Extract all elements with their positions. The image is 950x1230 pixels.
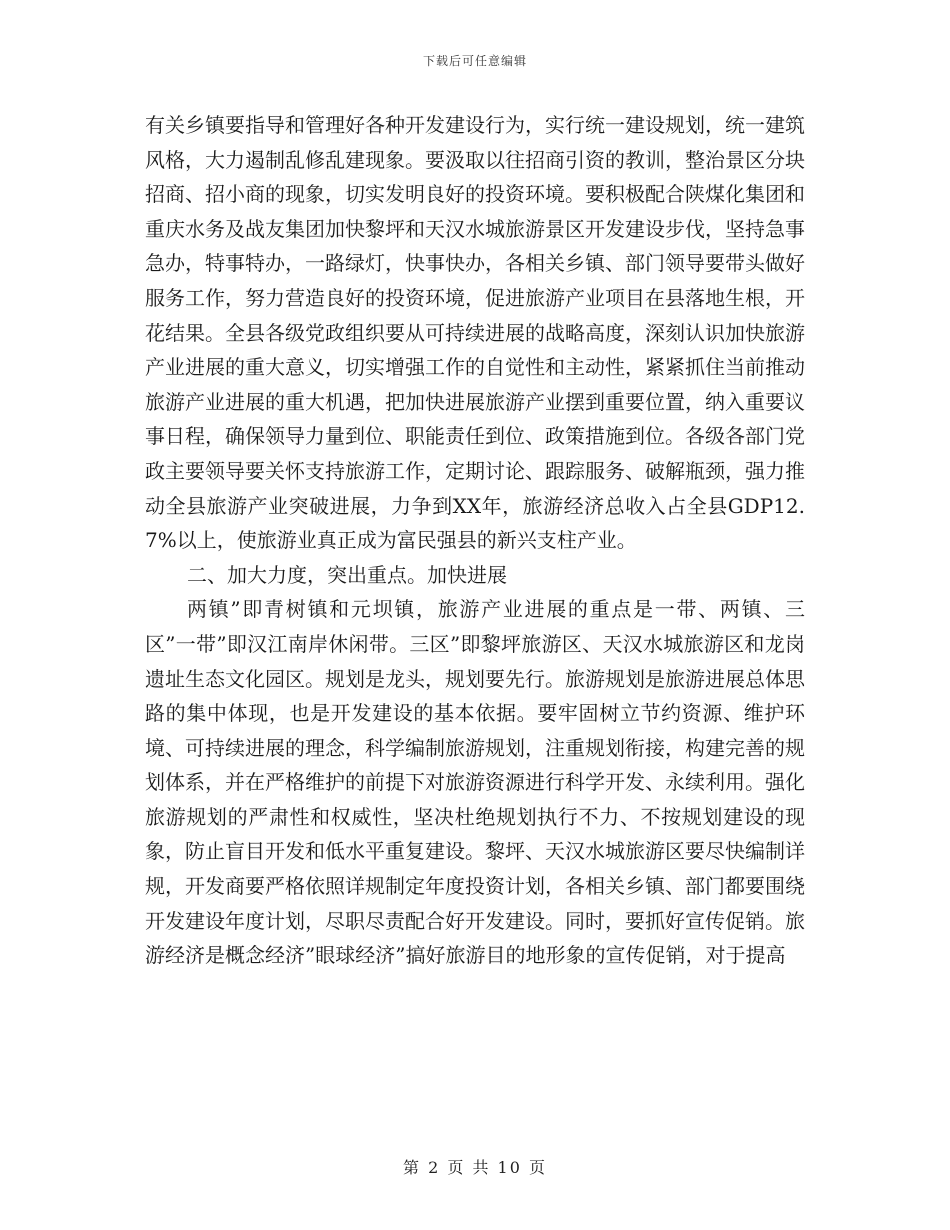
section-heading: 二、加大力度，突出重点。加快进展 — [187, 562, 507, 587]
body-paragraph-1: 有关乡镇要指导和管理好各种开发建设行为，实行统一建设规划，统一建筑风格，大力遏制乱修乱建现象。要汲取以往招商引资的教训，整治景区分块招商、招小商的现象，切实发明良好的投资环境。要积极配合陕煤化集团和重庆水务及战友集团加快黎坪和天汉水城旅游景区开发建设步伐，坚持急事急办，特事特办，一路绿灯，快事快办，各相关乡镇、部门领导要带头做好服务工作，努力营造良好的投资环境，促进旅游产业项目在县落地生根，开花结果。全县各级党政组织要从可持续进展的战略高度，深刻认识加快旅游产业进展的重大意义，切实增强工作的自觉性和主动性，紧紧抓住当前推动旅游产业进展的重大机遇，把加快进展旅游产业摆到重要位置，纳入重要议事日程，确保领导力量到位、职能责任到位、政策措施到位。各级各部门党政主要领导要关怀支持旅游工作，定期讨论、跟踪服务、破解瓶颈，强力推动全县旅游产业突破进展，力争到XX年，旅游经济总收入占全县GDP12.7%以上，使旅游业真正成为富民强县的新兴支柱产业。 — [145, 113, 805, 553]
body-paragraph-2: 两镇”即青树镇和元坝镇，旅游产业进展的重点是一带、两镇、三区”一带”即汉江南岸休闲带。三区”即黎坪旅游区、天汉水城旅游区和龙岗遗址生态文化园区。规划是龙头，规划要先行。旅游规划是旅游进展总体思路的集中体现，也是开发建设的基本依据。要牢固树立节约资源、维护环境、可持续进展的理念，科学编制旅游规划，注重规划衔接，构建完善的规划体系，并在严格维护的前提下对旅游资源进行科学开发、永续利用。强化旅游规划的严肃性和权威性，坚决杜绝规划执行不力、不按规划建设的现象，防止盲目开发和低水平重复建设。黎坪、天汉水城旅游区要尽快编制详规，开发商要严格依照详规制定年度投资计划，各相关乡镇、部门都要围绕开发建设年度计划，尽职尽责配合好开发建设。同时，要抓好宣传促销。旅游经济是概念经济”眼球经济”搞好旅游目的地形象的宣传促销，对于提高 — [145, 597, 805, 968]
page-number-footer: 第 2 页 共 10 页 — [403, 1158, 547, 1177]
document-body — [145, 108, 805, 973]
page-header-note: 下载后可任意编辑 — [422, 54, 527, 68]
